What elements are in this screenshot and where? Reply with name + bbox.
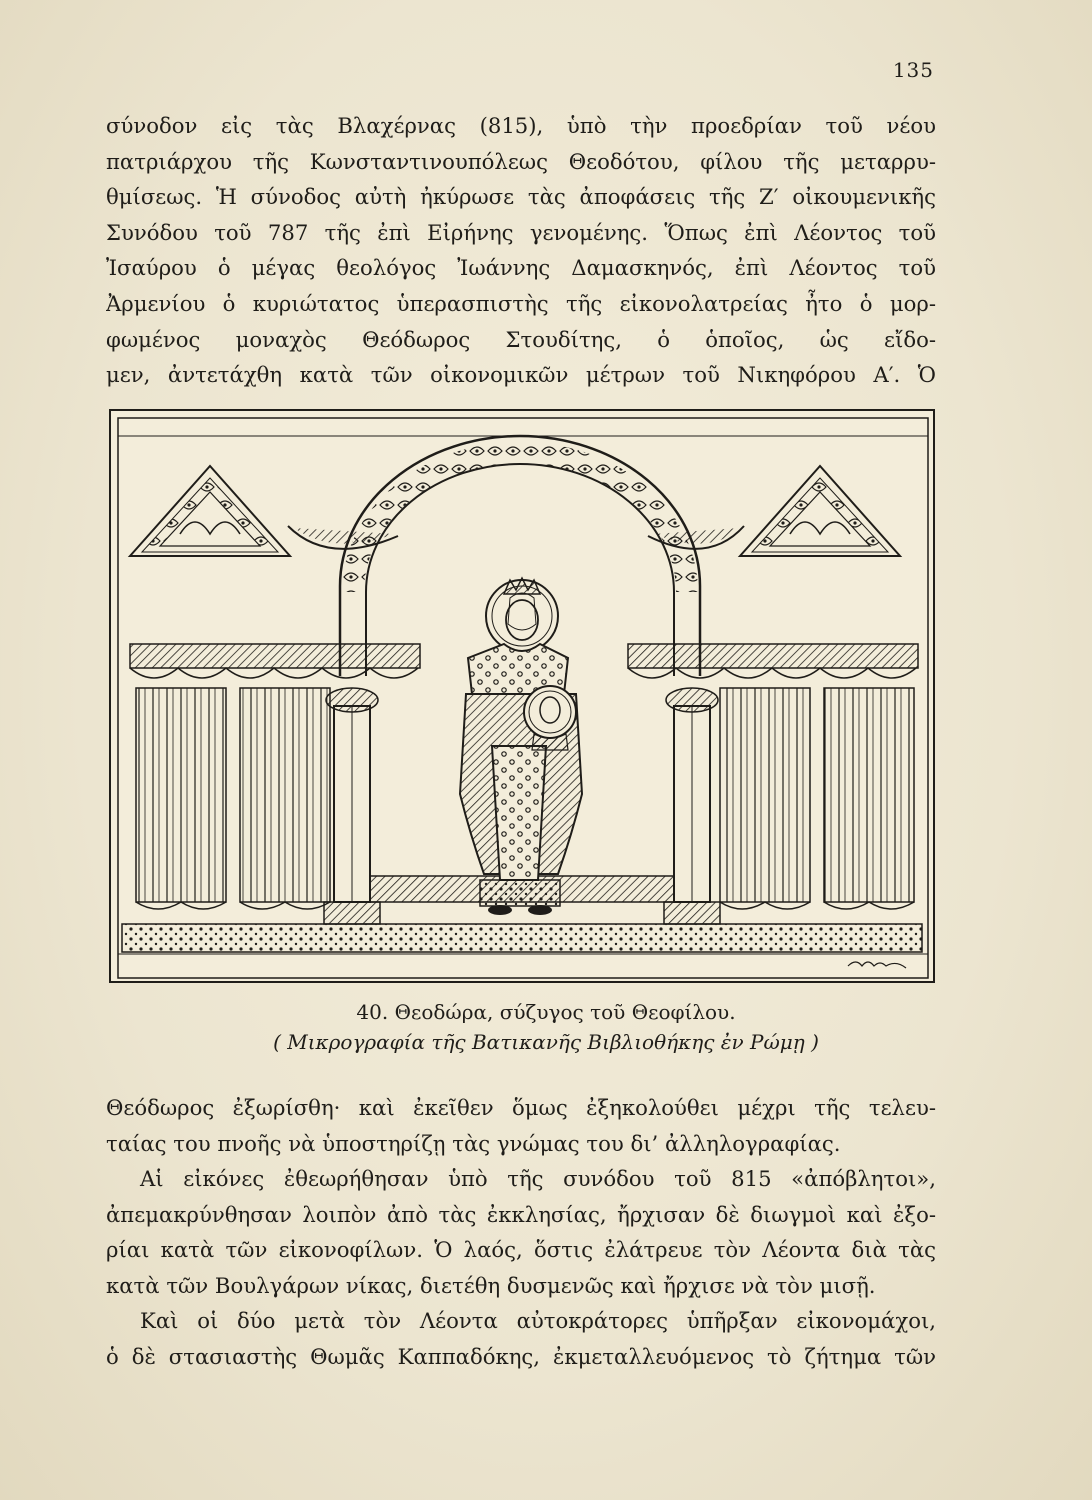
text-line: φωμένος μοναχὸς Θεόδωρος Στουδίτης, ὁ ὁποῖος, ὡς εἴδο- — [106, 326, 936, 352]
text-line: μεν, ἀντετάχθη κατὰ τῶν οἰκονομικῶν μέτρων τοῦ Νικηφόρου Α′. Ὁ — [106, 362, 936, 388]
paragraph-top — [106, 108, 936, 393]
text-line: Αἱ εἰκόνες ἐθεωρήθησαν ὑπὸ τῆς συνόδου τοῦ 815 «ἀπόβλητοι», — [140, 1166, 936, 1191]
figure-caption: 40. Θεοδώρα, σύζυγος τοῦ Θεοφίλου. — [356, 1000, 736, 1024]
text-line: θμίσεως. Ἡ σύνοδος αὐτὴ ἠκύρωσε τὰς ἀποφάσεις τῆς Ζ′ οἰκουμενικῆς — [106, 184, 936, 210]
text-line: ὁ δὲ στασιαστὴς Θωμᾶς Καππαδόκης, ἐκμεταλλευόμενος τὸ ζήτημα τῶν — [106, 1343, 936, 1369]
text-line: κατὰ τῶν Βουλγάρων νίκας, διετέθη δυσμενῶς καὶ ἤρχισε νὰ τὸν μισῇ. — [106, 1272, 876, 1298]
figure-source: ( Μικρογραφία τῆς Βατικανῆς Βιβλιοθήκης ἐν Ρώμῃ ) — [273, 1030, 819, 1054]
paragraph-third — [106, 1303, 936, 1374]
page-number: 135 — [892, 58, 934, 82]
text-line: Συνόδου τοῦ 787 τῆς ἐπὶ Εἰρήνης γενομένης. Ὅπως ἐπὶ Λέοντος τοῦ — [106, 219, 936, 245]
text-line: Καὶ οἱ δύο μετὰ τὸν Λέοντα αὐτοκράτορες ὑπῆρξαν εἰκονομάχοι, — [140, 1308, 936, 1333]
paragraph-continuation — [106, 1090, 936, 1161]
miniature-drawing — [108, 406, 938, 988]
text-line: σύνοδον εἰς τὰς Βλαχέρνας (815), ὑπὸ τὴν προεδρίαν τοῦ νέου — [106, 113, 936, 138]
paragraph-second — [106, 1161, 936, 1303]
text-line: ρίαι κατὰ τῶν εἰκονοφίλων. Ὁ λαός, ὅστις ἐλάτρευε τὸν Λέοντα διὰ τὰς — [106, 1237, 936, 1263]
text-line: ταίας του πνοῆς νὰ ὑποστηρίζῃ τὰς γνώμας του δι’ ἀλληλογραφίας. — [106, 1130, 841, 1156]
text-line: ἀπεμακρύνθησαν λοιπὸν ἀπὸ τὰς ἐκκλησίας, ἤρχισαν δὲ διωγμοὶ καὶ ἐξο- — [106, 1201, 936, 1227]
text-line: Ἰσαύρου ὁ μέγας θεολόγος Ἰωάννης Δαμασκηνός, ἐπὶ Λέοντος τοῦ — [106, 255, 936, 281]
text-line: Θεόδωρος ἐξωρίσθη· καὶ ἐκεῖθεν ὅμως ἐξηκολούθει μέχρι τῆς τελευ- — [106, 1095, 936, 1120]
text-line: Ἀρμενίου ὁ κυριώτατος ὑπερασπιστὴς τῆς εἰκονολατρείας ἦτο ὁ μορ- — [106, 290, 936, 316]
figure-illustration — [108, 406, 938, 988]
text-line: πατριάρχου τῆς Κωνσταντινουπόλεως Θεοδότου, φίλου τῆς μεταρρυ- — [106, 148, 936, 174]
